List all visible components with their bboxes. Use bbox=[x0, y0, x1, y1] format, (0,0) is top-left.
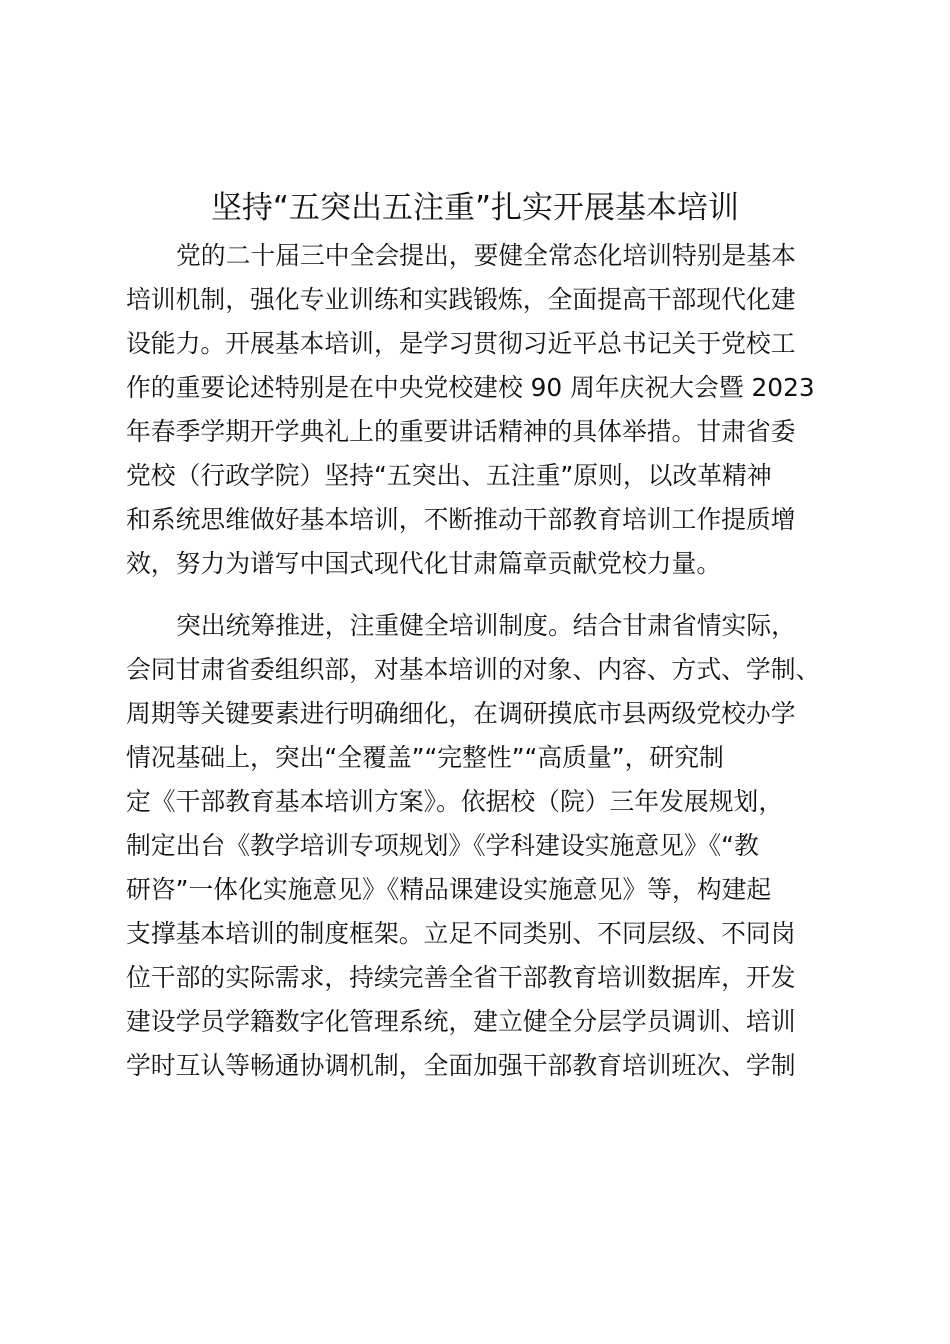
paragraph-2-line-3: 周期等关键要素进行明确细化，在调研摸底市县两级党校办学 bbox=[126, 699, 796, 728]
paragraph-1-line-1: 党的二十届三中全会提出，要健全常态化培训特别是基本 bbox=[176, 241, 796, 270]
paragraph-2-line-7: 研咨”一体化实施意见》《精品课建设实施意见》等，构建起 bbox=[126, 875, 772, 904]
paragraph-1-line-4: 作的重要论述特别是在中央党校建校 90 周年庆祝大会暨 2023 bbox=[126, 373, 815, 402]
paragraph-2-line-4: 情况基础上，突出“全覆盖”“完整性”“高质量”，研究制 bbox=[126, 743, 724, 772]
paragraph-1-line-7: 和系统思维做好基本培训，不断推动干部教育培训工作提质增 bbox=[126, 505, 796, 534]
paragraph-2-line-9: 位干部的实际需求，持续完善全省干部教育培训数据库，开发 bbox=[126, 963, 796, 992]
paragraph-2-line-5: 定《干部教育基本培训方案》。依据校（院）三年发展规划， bbox=[126, 787, 784, 816]
paragraph-2-line-10: 建设学员学籍数字化管理系统，建立健全分层学员调训、培训 bbox=[126, 1007, 796, 1036]
paragraph-1-line-6: 党校（行政学院）坚持“五突出、五注重”原则，以改革精神 bbox=[126, 461, 772, 490]
paragraph-2-line-6: 制定出台《教学培训专项规划》《学科建设实施意见》《“教 bbox=[126, 831, 759, 860]
document-body bbox=[126, 234, 836, 1088]
paragraph-2-line-11: 学时互认等畅通协调机制，全面加强干部教育培训班次、学制 bbox=[126, 1051, 796, 1080]
paragraph-1-line-5: 年春季学期开学典礼上的重要讲话精神的具体举措。甘肃省委 bbox=[126, 417, 796, 446]
paragraph-2-line-1: 突出统筹推进，注重健全培训制度。结合甘肃省情实际， bbox=[176, 611, 796, 640]
paragraph-1-line-3: 设能力。开展基本培训，是学习贯彻习近平总书记关于党校工 bbox=[126, 329, 796, 358]
paragraph-spacer bbox=[126, 586, 836, 604]
document-title: 坚持“五突出五注重”扎实开展基本培训 bbox=[210, 190, 740, 226]
paragraph-2-line-2: 会同甘肃省委组织部，对基本培训的对象、内容、方式、学制、 bbox=[126, 655, 821, 684]
paragraph-1-line-2: 培训机制，强化专业训练和实践锻炼，全面提高干部现代化建 bbox=[126, 285, 796, 314]
paragraph-1-line-8: 效，努力为谱写中国式现代化甘肃篇章贡献党校力量。 bbox=[126, 549, 722, 578]
paragraph-2-line-8: 支撑基本培训的制度框架。立足不同类别、不同层级、不同岗 bbox=[126, 919, 796, 948]
